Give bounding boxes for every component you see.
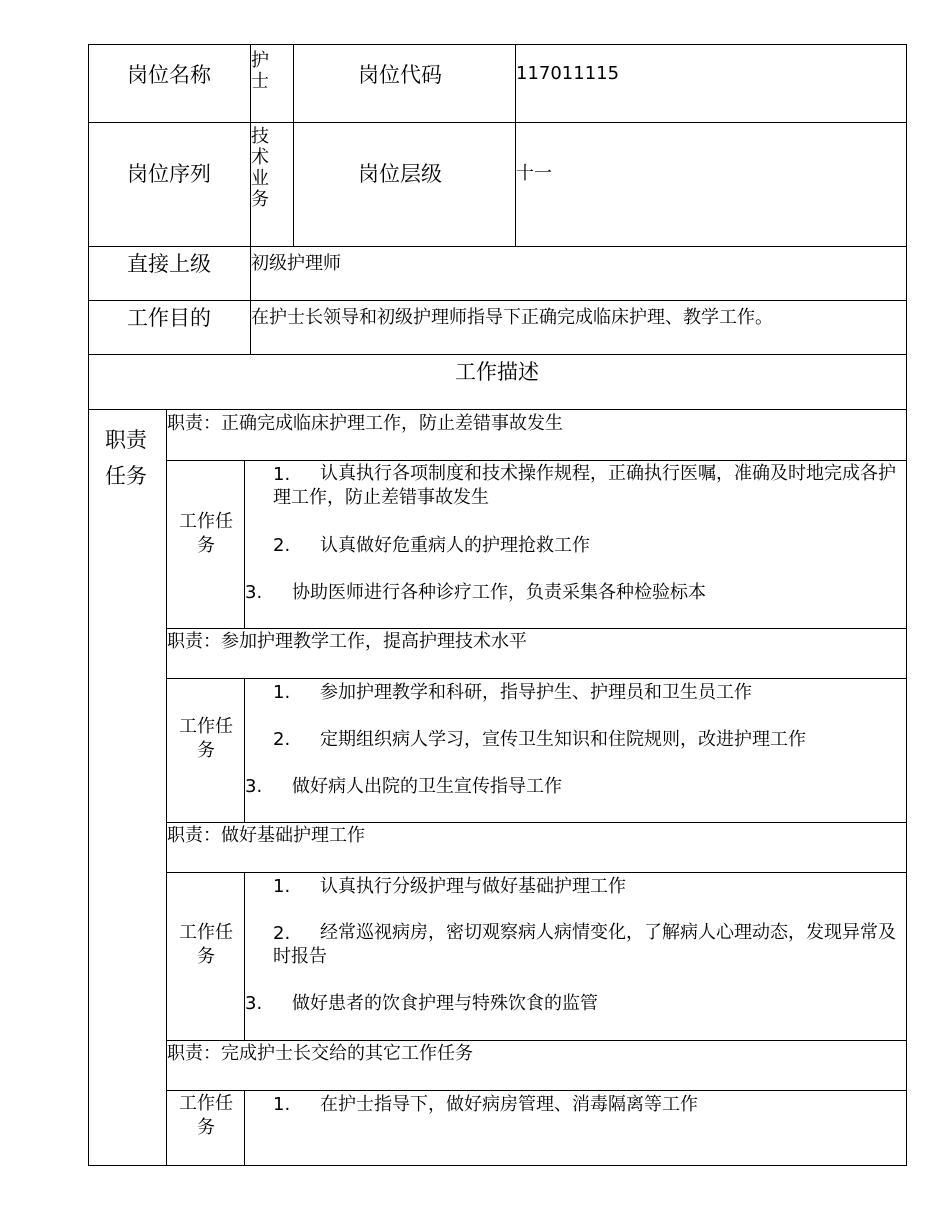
position-name-value: 护士	[251, 50, 269, 92]
task-label: 工作任务	[179, 716, 233, 761]
task-number: 2.	[273, 535, 291, 556]
description-title: 工作描述	[455, 360, 539, 384]
duties-side-label: 职责任务	[105, 428, 147, 488]
purpose-value-cell	[250, 300, 907, 355]
duty-text: 职责：做好基础护理工作	[167, 825, 365, 846]
task-label-cell	[166, 1090, 245, 1166]
task-text: 经常巡视病房，密切观察病人病情变化，了解病人心理动态，发现异常及时报告	[273, 922, 896, 967]
task-text: 做好病人出院的卫生宣传指导工作	[292, 776, 562, 797]
supervisor-label: 直接上级	[127, 252, 211, 276]
position-level-value-cell	[515, 122, 907, 247]
position-name-label-cell	[88, 44, 251, 123]
task-text: 在护士指导下，做好病房管理、消毒隔离等工作	[320, 1094, 698, 1115]
duty-text: 职责：正确完成临床护理工作，防止差错事故发生	[167, 413, 563, 434]
task-number: 1.	[273, 682, 291, 703]
duty-row	[166, 822, 907, 873]
task-list	[244, 872, 907, 1041]
task-text: 做好患者的饮食护理与特殊饮食的监管	[292, 993, 598, 1014]
position-level-label-cell	[293, 122, 516, 247]
task-label: 工作任务	[179, 1093, 233, 1138]
task-number: 1.	[273, 876, 291, 897]
task-text: 定期组织病人学习，宣传卫生知识和住院规则，改进护理工作	[320, 729, 806, 750]
duty-row	[166, 409, 907, 461]
purpose-label-cell	[88, 300, 251, 355]
task-list	[244, 1090, 907, 1166]
position-code-value-cell	[515, 44, 907, 123]
position-code-label: 岗位代码	[358, 63, 442, 87]
task-text: 认真执行各项制度和技术操作规程，正确执行医嘱，准确及时地完成各护理工作，防止差错事故发生	[273, 463, 896, 508]
task-label: 工作任务	[179, 511, 233, 556]
duty-text: 职责：参加护理教学工作，提高护理技术水平	[167, 631, 527, 652]
supervisor-value: 初级护理师	[251, 253, 341, 274]
position-name-value-cell	[250, 44, 294, 123]
position-code-label-cell	[293, 44, 516, 123]
task-text: 认真做好危重病人的护理抢救工作	[320, 535, 590, 556]
position-level-value: 十一	[516, 163, 552, 184]
task-text: 参加护理教学和科研，指导护生、护理员和卫生员工作	[320, 682, 752, 703]
task-text: 协助医师进行各种诊疗工作，负责采集各种检验标本	[292, 582, 706, 603]
task-number: 2.	[273, 923, 291, 944]
task-number: 1.	[273, 1094, 291, 1115]
description-title-cell	[88, 354, 907, 410]
duties-side-label-cell	[88, 409, 167, 1166]
task-label-cell	[166, 678, 245, 823]
task-number: 3.	[245, 776, 263, 797]
task-list	[244, 460, 907, 629]
task-label-cell	[166, 460, 245, 629]
task-number: 2.	[273, 729, 291, 750]
task-list	[244, 678, 907, 823]
position-series-label: 岗位序列	[127, 162, 211, 186]
position-series-label-cell	[88, 122, 251, 247]
position-name-label: 岗位名称	[127, 63, 211, 87]
position-level-label: 岗位层级	[358, 162, 442, 186]
supervisor-label-cell	[88, 246, 251, 301]
task-label: 工作任务	[179, 922, 233, 967]
duty-row	[166, 1040, 907, 1091]
purpose-value: 在护士长领导和初级护理师指导下正确完成临床护理、教学工作。	[251, 307, 773, 328]
supervisor-value-cell	[250, 246, 907, 301]
task-number: 1.	[273, 464, 291, 485]
duty-text: 职责：完成护士长交给的其它工作任务	[167, 1043, 473, 1064]
task-label-cell	[166, 872, 245, 1041]
position-series-value: 技术业务	[251, 126, 269, 210]
position-code-value: 117011115	[516, 63, 620, 84]
purpose-label: 工作目的	[127, 306, 211, 330]
task-number: 3.	[245, 993, 263, 1014]
task-number: 3.	[245, 582, 263, 603]
duty-row	[166, 628, 907, 679]
position-series-value-cell	[250, 122, 294, 247]
task-text: 认真执行分级护理与做好基础护理工作	[320, 876, 626, 897]
